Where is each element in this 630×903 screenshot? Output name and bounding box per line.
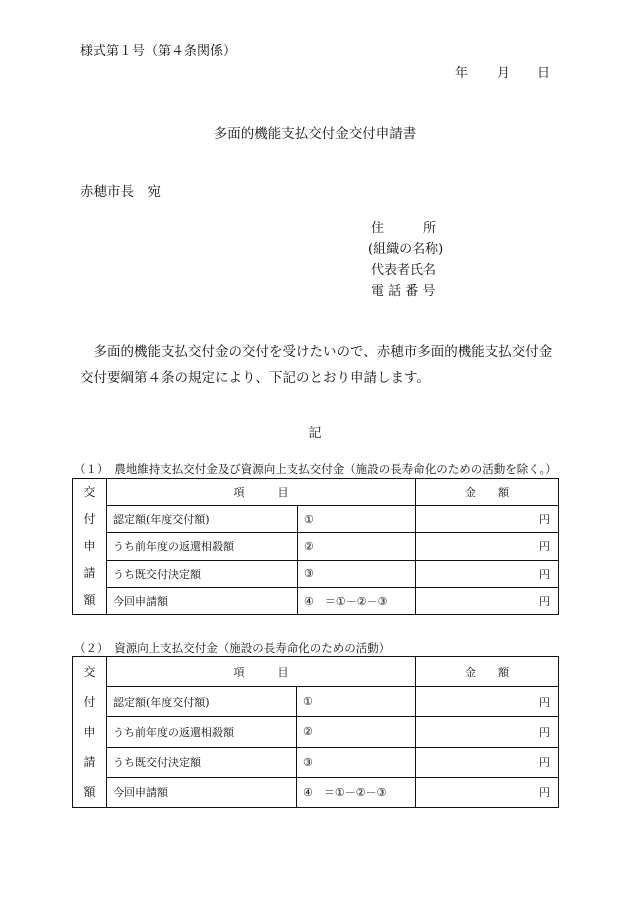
- applicant-address-label: 住 所: [371, 221, 437, 236]
- row-mark: ①: [297, 687, 416, 717]
- side-label: 交 付 申 請 額: [73, 479, 107, 615]
- amount-field[interactable]: 円: [416, 687, 559, 717]
- row-label: うち既交付決定額: [107, 747, 297, 777]
- amount-field[interactable]: 円: [416, 560, 559, 587]
- row-label: 認定額(年度交付額): [107, 687, 297, 717]
- document-title: 多面的機能支払交付金交付申請書: [213, 126, 417, 142]
- row-label: 認定額(年度交付額): [107, 506, 298, 533]
- amount-field[interactable]: 円: [416, 506, 559, 533]
- row-mark: ③: [297, 747, 416, 777]
- side-label: 交 付 申 請 額: [73, 657, 107, 808]
- row-label: うち前年度の返還相殺額: [107, 717, 297, 747]
- amount-field[interactable]: 円: [416, 747, 559, 777]
- row-label: うち既交付決定額: [107, 560, 298, 587]
- row-mark: ①: [298, 506, 416, 533]
- row-mark: ④ ＝①－②－③: [297, 777, 416, 807]
- section-1-heading: （１） 農地維持支払交付金及び資源向上支払交付金（施設の長寿命化のための活動を除く。）: [74, 462, 557, 476]
- row-label: 今回申請額: [107, 777, 297, 807]
- date-year: 年: [455, 66, 469, 81]
- amount-field[interactable]: 円: [416, 717, 559, 747]
- row-label: 今回申請額: [107, 587, 298, 614]
- request-text-line-1: 多面的機能支払交付金の交付を受けたいので、赤穂市多面的機能支払交付金: [80, 344, 553, 360]
- applicant-representative-label: 代表者氏名: [371, 263, 437, 278]
- row-mark: ②: [298, 533, 416, 560]
- amount-field[interactable]: 円: [416, 587, 559, 614]
- row-mark: ③: [298, 560, 416, 587]
- amount-field[interactable]: 円: [416, 533, 559, 560]
- date-day: 日: [537, 66, 551, 81]
- table-row: [73, 777, 559, 807]
- table-row: [73, 717, 559, 747]
- table-row: [73, 560, 559, 587]
- section-2-heading: （２） 資源向上支払交付金（施設の長寿命化のための活動）: [74, 641, 391, 655]
- ki-heading: 記: [308, 426, 322, 441]
- table-row: [73, 687, 559, 717]
- table-row: [73, 587, 559, 614]
- table-header-row: [73, 657, 559, 687]
- table-row: [73, 747, 559, 777]
- applicant-phone-label: 電 話 番 号: [371, 284, 436, 299]
- row-mark: ④ ＝①－②－③: [298, 587, 416, 614]
- form-number: 様式第１号（第４条関係）: [80, 44, 237, 59]
- table-header-row: [73, 479, 559, 506]
- section-1-table: [72, 478, 559, 615]
- section-2-table: [72, 656, 559, 808]
- table-row: [73, 533, 559, 560]
- date-month: 月: [497, 66, 511, 81]
- applicant-org-label: (組織の名称): [368, 242, 444, 257]
- column-header-item: 項 目: [107, 479, 416, 506]
- column-header-item: 項 目: [107, 657, 416, 687]
- request-paragraph: [80, 339, 560, 391]
- column-header-amount: 金 額: [416, 657, 559, 687]
- table-row: [73, 506, 559, 533]
- amount-field[interactable]: 円: [416, 777, 559, 807]
- row-mark: ②: [297, 717, 416, 747]
- applicant-block: [368, 218, 443, 302]
- request-text-line-2: 交付要綱第４条の規定により、下記のとおり申請します。: [80, 370, 430, 386]
- addressee: 赤穂市長 宛: [80, 184, 161, 200]
- column-header-amount: 金 額: [416, 479, 559, 506]
- row-label: うち前年度の返還相殺額: [107, 533, 298, 560]
